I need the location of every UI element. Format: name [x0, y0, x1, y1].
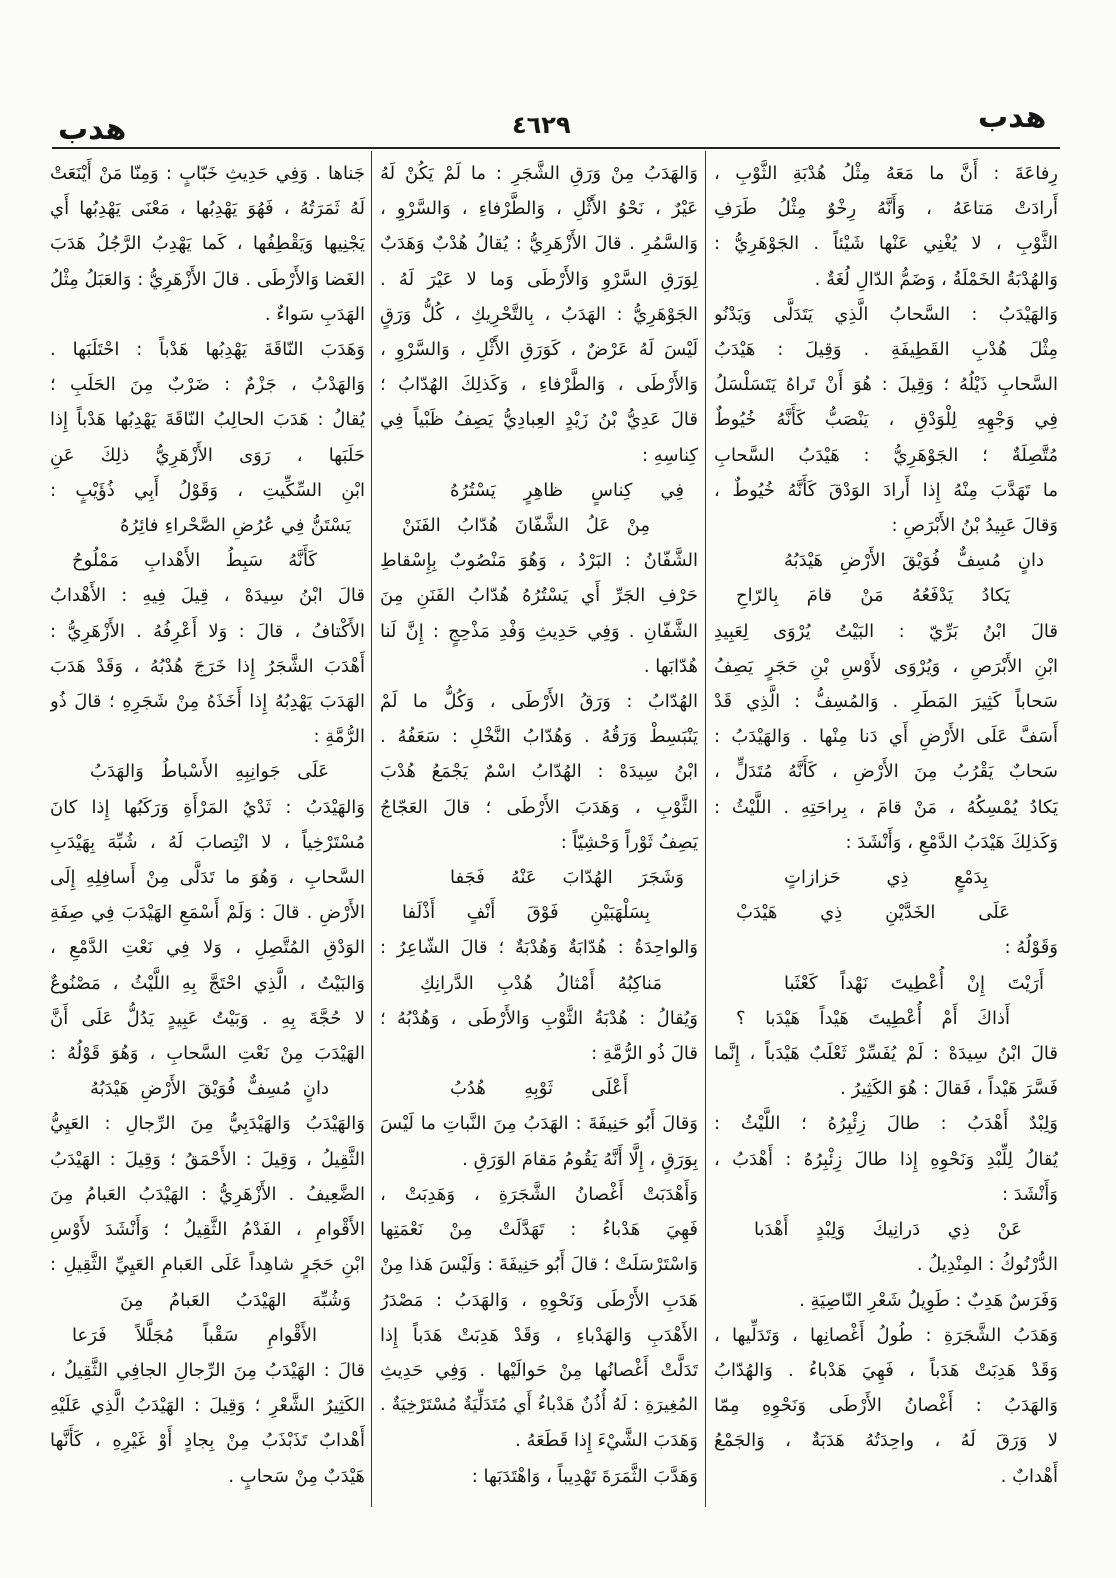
text-line: وَالهَدَبُ : أَغْصانُ الأَرْطَى وَنَحْوِهِ مِمّا [714, 1395, 1058, 1417]
verse-line: مَناكِبُهُ أَمْثالُ هُدْبِ الدَّرانِكِ [420, 972, 662, 994]
text-line: المُغِيرَةِ : لَهُ أُذُنٌ هَدْباءُ أَي مُتَدَلِّيَةٌ مُسْتَرْخِيَةٌ . [380, 1395, 698, 1416]
text-line: الشَّفّانِ . وَفِي حَدِيثِ وَفْدِ مَذْحِجٍ : إِنَّ لَنا [380, 620, 698, 642]
text-line: وَالسَّمُرِ . قالَ الأَزْهَرِيُّ : يُقالُ هُدْبٌ وَهَدَبٌ [380, 233, 698, 255]
column-left [50, 156, 365, 1494]
headword-right: هدب [978, 100, 1047, 135]
text-line: مُتَّصِلَةٌ ؛ الجَوْهَرِيُّ : هَيْدَبُ السَّحابِ [714, 444, 1058, 466]
text-line: يُقالُ : هَدَبَ الحالِبُ النّاقَةَ يَهْدِبُها هَدْباً إِذا [50, 409, 365, 431]
text-line: حَلَبَها ، رَوَى الأَزْهَرِيُّ ذلِكَ عَنِ [50, 444, 365, 466]
text-line: وَالبَيْتُ ، الَّذِي احْتَجَّ بِهِ اللَّيْثُ ، مَصْنُوعٌ [50, 972, 365, 994]
text-line: الكَثِيرُ الشَّعْرِ ؛ وَقِيلَ : الهَيْدَبُ الَّذِي عَلَيْهِ [50, 1395, 365, 1417]
text-line: الثَّقِيلُ ، وَقِيلَ : الأَحْمَقُ ؛ وَقِيلَ : الهَيْدَبُ [50, 1148, 365, 1170]
text-line: السَّحابِ ذَيْلُهُ ؛ وَقِيلَ : هُوَ أَنْ تَراهُ يَتَسَلْسَلُ [714, 374, 1058, 396]
text-line: الضَّعِيفُ . الأَزْهَرِيُّ : الهَيْدَبُ العَبامُ مِنَ [50, 1183, 365, 1205]
text-line: يُقالُ لِلِّبْدِ وَنَحْوِهِ إِذا طالَ زِئْبِرُهُ : أَهْدَبُ ، [714, 1148, 1058, 1170]
text-line: قالَ عَدِيُّ بْنُ زَيْدٍ العِبادِيُّ يَصِفُ ظَبْياً فِي [380, 409, 698, 431]
text-line: هُدّابَها . [643, 655, 698, 677]
text-line: أَهْدابٌ . [1000, 1465, 1058, 1487]
text-line: الهَدَبَ يَهْدِبُهُ إِذا أَخَذَهُ مِنْ شَجَرِهِ ؛ قالَ ذُو [50, 691, 365, 713]
text-line: الهَدَبِ سَواءٌ . [264, 303, 365, 325]
text-line: فَسَّرَ هَيْداً ، فَقالَ : هُوَ الكَثِيرُ . [840, 1078, 1058, 1100]
verse-line: دانٍ مُسِفٌّ فُوَيْقَ الأَرْضِ هَيْدَبُهُ [90, 1078, 329, 1100]
text-line: السَّحابِ ، وَهُوَ ما تَدَلَّى مِنْ أَسافِلِهِ إِلَى [50, 867, 365, 889]
text-line: مُسْتَرْخِياً ، لا انْتِصابَ لَهُ ، شُبِّهَ بِهَيْدَبِ [50, 831, 365, 853]
text-line: الثَّوْبِ ، لا يُغْنِي عَنْها شَيْئاً . الجَوْهَرِيُّ : [714, 233, 1058, 255]
text-line: وَفَرَسٌ هَدِبٌ : طَوِيلُ شَعْرِ النّاصِيَةِ . [799, 1289, 1058, 1311]
text-line: يَجْنِيها وَيَقْطِفُها ، كَما يَهْدِبُ الرَّجُلُ هَدَبَ [50, 233, 365, 255]
verse-line: الأَقْوامِ سَقْباً مُجَلَّلاً فَرَعا [72, 1324, 317, 1346]
verse-line: فِي كِناسٍ ظاهِرٍ يَسْتُرُهُ [450, 479, 684, 501]
text-line: وَالواحِدَةُ : هُدّابَةٌ وَهُدْبَةٌ ؛ قالَ الشّاعِرُ : [380, 937, 698, 959]
verse-line: عَلَى جَوانِبِهِ الأَسْباطُ وَالهَدَبُ [90, 761, 329, 783]
verse-line: كَأَنَّهُ سَبِطُ الأَهْدابِ مَمْلُوحُ [72, 550, 317, 572]
column-middle [380, 156, 698, 1494]
text-line: هَيْدَبٌ مِنْ سَحابٍ . [228, 1465, 365, 1487]
text-line: وَهَدَبَ النّاقَةَ يَهْدِبُها هَدْباً : احْتَلَبَها . [50, 339, 365, 361]
text-line: يَصِفُ ثَوْراً وَحْشِيّاً : [560, 831, 698, 853]
text-line: أَهْدابٌ تَذَبْذَبُ مِنْ بِجادٍ أَوْ غَيْرِهِ ، كَأَنَّها [50, 1430, 365, 1452]
text-line: وَهَدَبَ الشَّيْءَ إِذا قَطَعَهُ . [515, 1430, 698, 1452]
text-line: كِناسِهِ : [641, 444, 698, 466]
text-line: وَاسْتَرْسَلَتْ ؛ قالَ أَبُو حَنِيفَةَ : وَلَيْسَ هَذا مِنْ [380, 1254, 698, 1276]
text-line: ابْنِ السِّكِّيتِ ، وَقَوْلُ أَبِي ذُؤَيْبٍ : [50, 479, 365, 501]
text-line: لا حُجَّةَ بِهِ . وَبَيْتُ عَبِيدٍ يَدُلُّ عَلَى أَنَّ [50, 1007, 365, 1029]
verse-line: يَكادُ يَدْفَعُهُ مَنْ قامَ بِالرّاحِ [736, 585, 1010, 607]
verse-line: دانٍ مُسِفٌّ فُوَيْقَ الأَرْضِ هَيْدَبُهُ [784, 550, 1044, 572]
text-line: فَهِيَ هَدْباءُ : تَهَدَّلَتْ مِنْ نَعْمَتِها [380, 1219, 698, 1241]
text-line: سَحاباً كَثِيرَ المَطَرِ . وَالمُسِفُّ : الَّذِي قَدْ [714, 691, 1058, 713]
text-line: ابْنُ سِيدَهْ : الهُدّابُ اسْمٌ يَجْمَعُ هُدْبَ [380, 761, 698, 783]
text-line: وَأَهْدَبَتْ أَغْصانُ الشَّجَرَةِ ، وَهَدِبَتْ ، [380, 1183, 698, 1205]
text-line: وَكَذلِكَ هَيْدَبُ الدَّمْعِ ، وَأَنْشَدَ : [845, 831, 1058, 853]
text-line: وَهَدَّبَ الثَّمَرَةَ تَهْدِيباً ، وَاهْتَدَبَها : [471, 1465, 698, 1487]
text-line: الدُّرْنُوكُ : المِنْدِيلُ . [916, 1254, 1058, 1276]
text-line: وَلِبْدٌ أَهْدَبُ : طالَ زِئْبِرُهُ ؛ اللَّيْثُ : [714, 1113, 1058, 1135]
text-line: وَقَدْ هَدِبَتْ هَدَباً ، فَهِيَ هَدْباءُ . وَالهُدّابُ [714, 1359, 1058, 1381]
text-line: لَيْسَ لَهُ عَرْضٌ ، كَوَرَقِ الأَثْلِ ، وَالسَّرْوِ ، [380, 339, 698, 361]
verse-line: يَسْتَنُّ فِي عُرُضِ الصَّحْراءِ فائِرُهُ [120, 515, 351, 537]
column-divider [705, 151, 706, 1507]
text-line: وَقالَ عَبِيدُ بْنُ الأَبْرَصِ : [891, 515, 1058, 537]
text-line: أَهْدَبَ الشَّجَرُ إِذا خَرَجَ هُدْبُهُ ، وَقَدْ هَدَبَ [50, 655, 365, 677]
text-line: وَالأَرْطَى ، وَالطَّرْفاءِ ، وَكَذلِكَ الهُدّابُ ؛ [380, 374, 698, 396]
text-line: ابْنِ الأَبْرَصِ ، وَيُرْوَى لأَوْسِ بْنِ حَجَرٍ يَصِفُ [714, 655, 1058, 677]
text-line: وَالهَدَبُ مِنْ وَرَقِ الشَّجَرِ : ما لَمْ يَكُنْ لَهُ [380, 163, 698, 184]
text-line: رِفاعَةَ : أَنَّ ما مَعَهُ مِثْلُ هُدْبَةِ الثَّوْبِ ، [714, 163, 1058, 184]
text-line: وَالهَيْدَبُ : ثَدْيُ المَرْأَةِ وَرَكَبُها إِذا كانَ [50, 796, 365, 818]
column-divider [371, 151, 372, 1507]
verse-line: وَشُبِّهَ الهَيْدَبُ العَبامُ مِنَ [120, 1289, 351, 1311]
text-line: يَنْبَسِطْ وَرَقُهُ . وَهُدّابُ النَّخْلِ : سَعَفُهُ . [380, 726, 698, 748]
text-line: قالَ ابْنُ سِيدَهْ : لَمْ يُفَسِّرْ ثَعْلَبٌ هَيْدَباً ، إِنَّما [714, 1043, 1058, 1065]
text-line: جَناها . وَفِي حَدِيثِ خَبّابٍ : وَمِنّا مَنْ أَيْنَعَتْ [50, 163, 365, 184]
text-line: الأَقْوامِ ، الفَدْمُ الثَّقِيلُ ؛ وَأَنْشَدَ لأَوْسِ [50, 1219, 365, 1241]
text-line: الرُّمَّةِ : [313, 726, 365, 748]
text-line: مِثْلَ هُدْبِ القَطِيفَةِ . وَقِيلَ : هَيْدَبُ [714, 339, 1058, 361]
text-line: سَحابٌ يَقْرُبُ مِنَ الأَرْضِ ، كَأَنَّهُ مُتَدَلٍّ ، [714, 761, 1058, 783]
text-line: وَقالَ أَبُو حَنِيفَةَ : الهَدَبُ مِنَ النَّباتِ ما لَيْسَ [380, 1113, 698, 1135]
text-line: فِي وَجْهِهِ لِلْوَدْقِ ، يَنْصَبُّ كَأَنَّهُ خُيُوطٌ [714, 409, 1058, 431]
text-line: هَدَبِ الأَرْطَى وَنَحْوِهِ ، وَالهَدَبُ : مَصْدَرُ [380, 1289, 698, 1311]
text-line: وَهَدَبُ الشَّجَرَةِ : طُولُ أَغْصانِها ، وَتَدَلِّيها ، [714, 1324, 1058, 1346]
verse-line: وَشَجَرَ الهُدّابَ عَنْهُ فَجَفا [450, 867, 684, 889]
text-line: حَرْفِ الجَرِّ أَي يَسْتُرُهُ هُدّابُ الفَنَنِ مِنَ [380, 585, 698, 607]
text-line: لا وَرَقَ لَهُ ، واحِدَتُهُ هَدَبَةٌ ، وَالجَمْعُ [714, 1430, 1058, 1452]
headword-left: هدب [58, 112, 127, 147]
text-line: أَرادَتْ مَتاعَهُ ، وَأَنَّهُ رِخْوٌ مِثْلُ طَرَفِ [714, 198, 1058, 220]
text-line: الأَرْضِ . قالَ : وَلَمْ أَسْمَعِ الهَيْدَبَ فِي صِفَةِ [50, 902, 365, 924]
verse-line: عَنْ ذِي دَرانِيكَ وَلِبْدٍ أَهْدَبا [754, 1219, 1022, 1241]
text-line: بِوَرَقٍ ، إِلَّا أَنَّهُ يَقُومُ مَقامَ الوَرَقِ . [462, 1148, 698, 1170]
text-line: قالَ ابْنُ بَرِّيّ : البَيْتُ يُرْوَى لِعَبِيدِ [714, 620, 1058, 642]
verse-line: أَعْلَى ثَوْبِهِ هُدُبُ [450, 1078, 628, 1100]
text-line: وَالهُدْبَةُ الخَمْلَةُ ، وَضَمُّ الدّالِ لُغَةٌ . [814, 268, 1058, 290]
text-line: الهُدّابُ : وَرَقُ الأَرْطَى ، وَكُلُّ ما لَمْ [380, 691, 698, 713]
text-line: وَالهَيْدَبُ وَالهَيْدَبِيُّ مِنَ الرِّجالِ : العَيِيُّ [50, 1113, 365, 1135]
text-line: الوَدْقِ المُتَّصِلِ ، وَلا فِي نَعْتِ الدَّمْعِ ، [50, 937, 365, 959]
text-line: ابْنِ حَجَرٍ شاهِداً عَلَى العَبامِ العَيِيِّ الثَّقِيلِ : [50, 1254, 365, 1276]
text-line: الثَّوْبِ ، وَهَدَبَ الأَرْطَى ؛ قالَ العَجّاجُ [380, 796, 698, 818]
text-line: الهَيْدَبَ مِنْ نَعْتِ السَّحابِ ، وَهُوَ قَوْلُهُ : [50, 1043, 365, 1065]
text-line: تَدَلَّتْ أَغْصانُها مِنْ حَوالَيْها . وَفِي حَدِيثِ [380, 1359, 698, 1381]
text-line: أَسَفَّ عَلَى الأَرْضِ أَي دَنا مِنْها . وَالهَيْدَبُ : [714, 726, 1058, 748]
text-line: وَيُقالُ : هُدْبَةُ الثَّوْبِ وَالأَرْطَى ، وَهُدْبُهُ ؛ [380, 1007, 698, 1029]
text-line: وَأَنْشَدَ : [1002, 1183, 1058, 1205]
text-line: لَهُ ثَمَرَتُهُ ، فَهُوَ يَهْدِبُها ، مَعْنَى يَهْدِبُها أَي [50, 198, 365, 220]
verse-line: عَلَى الخَدَّيْنِ ذِي هَيْدَبْ [736, 902, 1010, 924]
text-line: لِوَرَقِ السَّرْوِ وَالأَرْطَى وَما لا عَيْرَ لَهُ . [380, 268, 698, 290]
text-line: قالَ ذُو الرُّمَّةِ : [591, 1043, 698, 1065]
text-line: عَيْرٌ ، نَحْوُ الأَثْلِ ، وَالطَّرْفاءِ ، وَالسَّرْوِ ، [380, 198, 698, 220]
page-number: ٤٦٢٩ [512, 111, 571, 139]
verse-line: مِنْ عَلُ الشَّفّانَ هُدّابُ الفَنَنْ [402, 515, 650, 537]
verse-line: أَرَيْتَ إِنْ أُعْطِيتَ نَهْداً كَعْثَبا [784, 972, 1044, 994]
text-line: يَكادُ يُمْسِكُهُ ، مَنْ قامَ ، بِراحَتِهِ . اللَّيْثُ : [714, 796, 1058, 818]
text-line: وَقَوْلُهُ : [1004, 937, 1058, 959]
column-right [714, 156, 1058, 1494]
text-line: وَالهَدْبُ ، جَزْمٌ : ضَرْبٌ مِنَ الحَلَبِ ؛ [50, 374, 365, 396]
text-line: قالَ : الهَيْدَبُ مِنَ الرِّجالِ الجافِي الثَّقِيلُ ، [50, 1359, 365, 1381]
text-line: وَالهَيْدَبُ : السَّحابُ الَّذِي يَتَدَلَّى وَيَدْنُو [714, 303, 1058, 325]
verse-line: بِسَلْهَبَيْنِ فَوْقَ أَنْفٍ أَذْلَفا [402, 902, 650, 924]
text-line: الجَوْهَرِيُّ : الهَدَبُ ، بِالتَّحْرِيكِ ، كُلُّ وَرَقٍ [380, 303, 698, 325]
text-line: قالَ ابْنُ سِيدَهْ ، قِيلَ فِيهِ : الأَهْدابُ [50, 585, 365, 607]
header-rule [52, 147, 1060, 149]
text-line: ما تَهَدَّبَ مِنْهُ إِذا أَرادَ الوَدْقَ كَأَنَّهُ خُيُوطٌ ، [714, 479, 1058, 501]
text-line: الأَكْتافُ ، قالَ : وَلا أَعْرِفُهُ . الأَزْهَرِيُّ : [50, 620, 365, 642]
verse-line: بِدَمْعٍ ذِي حَزازاتٍ [784, 867, 988, 889]
verse-line: أَذاكَ أَمْ أُعْطِيتَ هَيْداً هَيْدَبا ؟ [736, 1007, 1010, 1029]
text-line: الغَضا وَالأَرْطَى . قالَ الأَزْهَرِيُّ : وَالعَبَلُ مِثْلُ [50, 268, 365, 290]
text-line: الشَّفّانُ : البَرْدُ ، وَهُوَ مَنْصُوبٌ بِإِسْقاطِ [380, 550, 698, 572]
text-line: الأَهْدَبِ وَالهَدْباءِ ، وَقَدْ هَدِبَتْ هَدَباً إِذا [380, 1324, 698, 1346]
